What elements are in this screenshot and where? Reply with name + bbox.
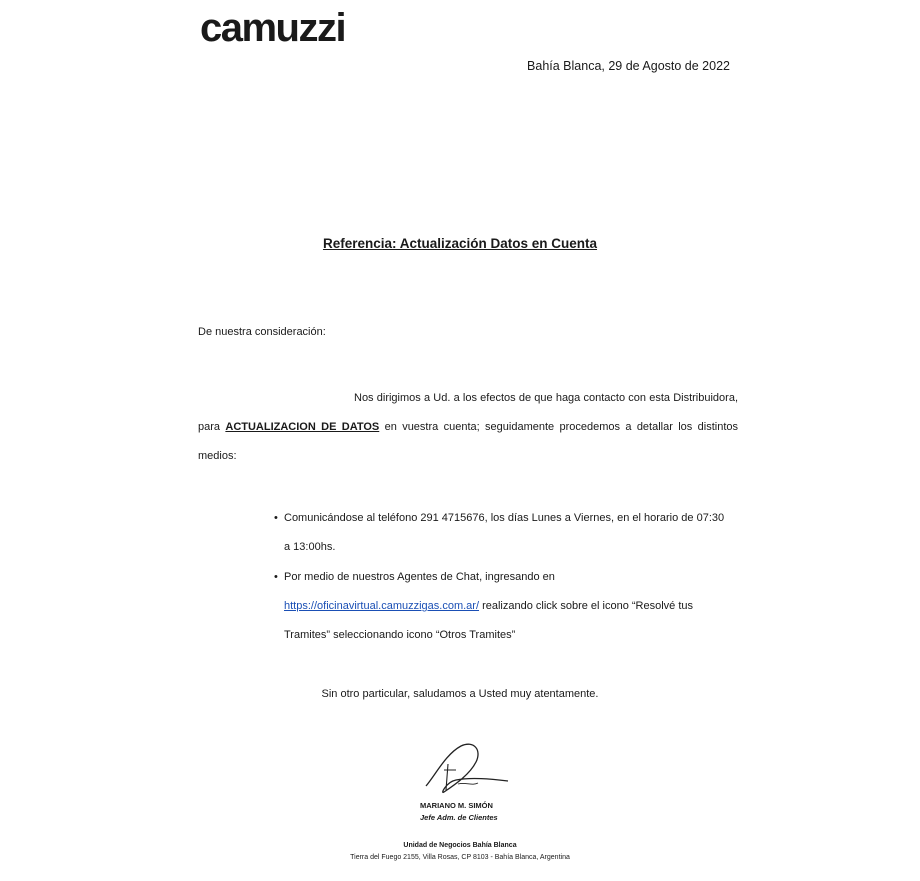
letter-footer (0, 840, 920, 864)
footer-address: Tierra del Fuego 2155, Villa Rosas, CP 8103 - Bahía Blanca, Argentina (350, 854, 570, 861)
list-item (274, 563, 744, 650)
footer-unit: Unidad de Negocios Bahía Blanca (403, 842, 517, 849)
closing-line: Sin otro particular, saludamos a Usted muy atentamente. (321, 688, 599, 700)
phone-line-1: • Comunicándose al teléfono 291 4715676, los días Lunes a Viernes, en el horario de 07:30 (284, 512, 725, 524)
body-paragraph (198, 384, 738, 471)
chat-line-3: Tramites” seleccionando icono “Otros Tramites” (284, 629, 516, 641)
handwritten-signature (416, 734, 516, 804)
body-intro: Nos dirigimos a Ud. a los efectos de que haga contacto con esta Distribuidora, para (198, 392, 738, 433)
signer-name: MARIANO M. SIMÓN (420, 801, 493, 810)
oficina-virtual-link[interactable]: https://oficinavirtual.camuzzigas.com.ar/ (284, 600, 480, 612)
chat-line-1: • Por medio de nuestros Agentes de Chat, ingresando en (284, 571, 555, 583)
list-item (274, 504, 744, 562)
signer-block (420, 800, 498, 824)
camuzzi-logo (200, 6, 360, 50)
chat-line-2 (284, 592, 744, 621)
salutation: De nuestra consideración: (198, 326, 326, 338)
letter-date: Bahía Blanca, 29 de Agosto de 2022 (527, 59, 730, 73)
reference-heading: Referencia: Actualización Datos en Cuenta (322, 236, 598, 251)
signer-role: Jefe Adm. de Clientes (420, 813, 498, 822)
body-emphasis: ACTUALIZACION DE DATOS (225, 421, 380, 433)
logo-wordmark: camuzzi (200, 6, 346, 50)
body-rest: en vuestra cuenta; seguidamente procedemos a detallar los distintos medios: (198, 421, 738, 462)
chat-line-2-rest: realizando click sobre el icono “Resolvé tus (479, 600, 694, 612)
contact-methods-list (274, 504, 744, 651)
phone-line-2: a 13:00hs. (284, 541, 336, 553)
